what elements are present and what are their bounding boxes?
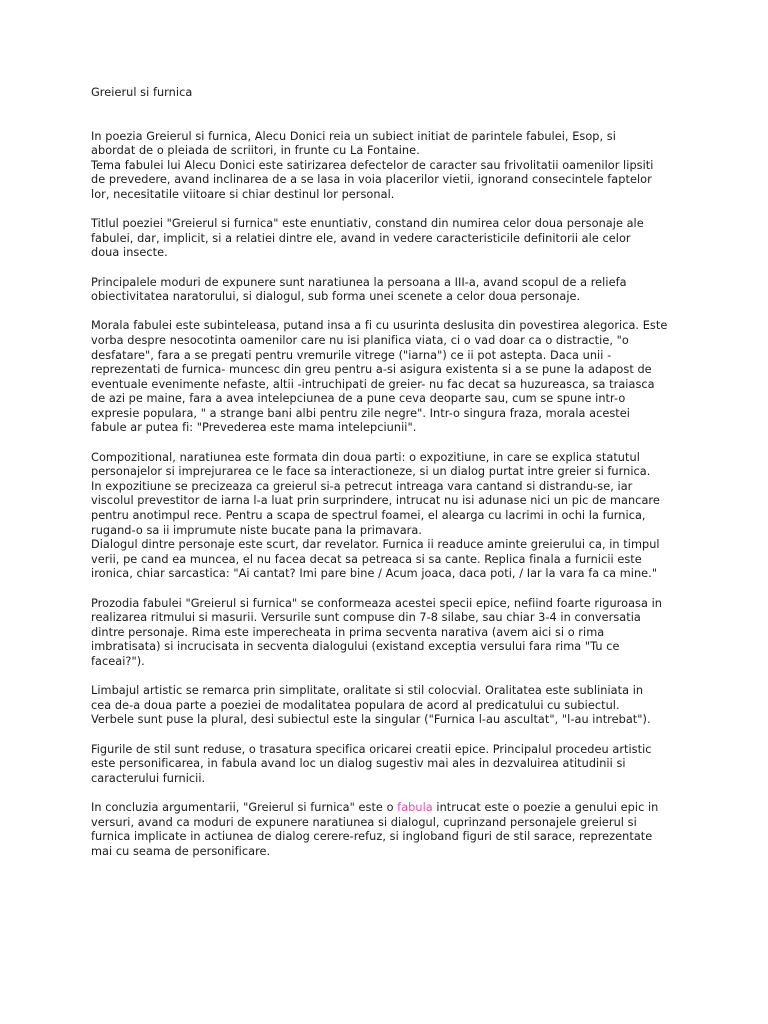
conclusion-line: furnica implicate in actiunea de dialog cerere-refuz, si ingloband figuri de stil sarace, reprezentate [91, 830, 653, 844]
document-body [91, 86, 679, 874]
paragraph-line: lor, necesitatile viitoare si chiar destinul lor personal. [91, 187, 395, 201]
paragraph-list [91, 130, 679, 787]
paragraph-line: personajelor si imprejurarea ce le face sa interactioneze, si un dialog purtat intre greier si furnica. [91, 465, 651, 479]
paragraph-line: doua insecte. [91, 246, 168, 260]
paragraph-line: In expozitiune se precizeaza ca greierul si-a petrecut intreaga vara cantand si distrandu-se, iar [91, 479, 633, 493]
paragraph-line: dintre personaje. Rima este imperecheata in prima secventa narativa (avem aici si o rima [91, 625, 605, 639]
paragraph-line: vorba despre nesocotinta oamenilor care nu isi planifica viata, ci o vad doar ca o distractie, "o [91, 333, 629, 347]
body-paragraph [91, 743, 679, 787]
body-paragraph [91, 217, 679, 261]
paragraph-line: Verbele sunt puse la plural, desi subiectul este la singular ("Furnica l-au ascultat", "l-au intrebat"). [91, 713, 651, 727]
paragraph-line: expresie populara, " a strange bani albi pentru zile negre". Intr-o singura fraza, morala acestei [91, 406, 630, 420]
paragraph-line: rugand-o sa ii imprumute niste bucate pana la primavara. [91, 523, 422, 537]
conclusion-text-before-link: In concluzia argumentarii, "Greierul si furnica" este o [91, 800, 398, 814]
paragraph-line: cea de-a doua parte a poeziei de modalitatea populara de acord al predicatului cu subiectul. [91, 698, 620, 712]
paragraph-line: In poezia Greierul si furnica, Alecu Donici reia un subiect initiat de parintele fabulei, Esop, si [91, 129, 616, 143]
fabula-link[interactable]: fabula [397, 800, 433, 814]
paragraph-line: Figurile de stil sunt reduse, o trasatura specifica oricarei creatii epice. Principalul procedeu artistic [91, 742, 652, 756]
paragraph-line: Limbajul artistic se remarca prin simplitate, oralitate si stil colocvial. Oralitatea este subliniata in [91, 684, 644, 698]
paragraph-line: Principalele moduri de expunere sunt naratiunea la persoana a III-a, avand scopul de a reliefa [91, 275, 627, 289]
paragraph-line: este personificarea, in fabula avand loc un dialog sugestiv mai ales in dezvaluirea atitudinii si [91, 757, 626, 771]
paragraph-line: imbratisata) si incrucisata in secventa dialogului (existand exceptia versului fara rima "Tu ce [91, 640, 620, 654]
conclusion-line [91, 801, 679, 816]
body-paragraph [91, 597, 679, 670]
paragraph-line: reprezentati de furnica- muncesc din greu pentru a-si asigura existenta si a se pune la adapost de [91, 363, 652, 377]
paragraph-line: Compozitional, naratiunea este formata din doua parti: o expozitiune, in care se explica statutul [91, 450, 640, 464]
paragraph-line: fabulei, dar, implicit, si a relatiei dintre ele, avand in vedere caracteristicile definitorii ale celor [91, 231, 631, 245]
body-paragraph [91, 319, 679, 436]
paragraph-line: faceai?"). [91, 654, 145, 668]
body-paragraph [91, 684, 679, 728]
paragraph-line: de azi pe maine, fara a avea intelepciunea de a pune ceva deoparte sau, cum se spune intr-o [91, 392, 626, 406]
conclusion-paragraph [91, 801, 679, 859]
paragraph-line: Tema fabulei lui Alecu Donici este satirizarea defectelor de caracter sau frivolitatii oamenilor lipsiti [91, 158, 654, 172]
paragraph-line: verii, pe cand ea muncea, el nu facea decat sa petreaca si sa cante. Replica finala a furnicii este [91, 552, 642, 566]
body-paragraph [91, 451, 679, 582]
paragraph-line: abordat de o pleiada de scriitori, in frunte cu La Fontaine. [91, 144, 420, 158]
paragraph-line: Titlul poeziei "Greierul si furnica" este enuntiativ, constand din numirea celor doua personaje ale [91, 217, 644, 231]
paragraph-line: Dialogul dintre personaje este scurt, dar revelator. Furnica ii readuce aminte greierului ca, in timpul [91, 538, 660, 552]
paragraph-line: Prozodia fabulei "Greierul si furnica" se conformeaza acestei specii epice, nefiind foarte riguroasa in [91, 596, 663, 610]
paragraph-line: pentru anotimpul rece. Pentru a scapa de spectrul foamei, el alearga cu lacrimi in ochi la furnica, [91, 509, 646, 523]
body-paragraph [91, 130, 679, 203]
conclusion-line: mai cu seama de personificare. [91, 844, 271, 858]
paragraph-line: desfatare", fara a se pregati pentru vremurile vitrege ("iarna") ce ii pot astepta. Daca unii - [91, 348, 612, 362]
paragraph-line: de prevedere, avand inclinarea de a se lasa in voia placerilor vietii, ignorand consecintele faptelor [91, 173, 652, 187]
paragraph-line: realizarea ritmului si masurii. Versurile sunt compuse din 7-8 silabe, sau chiar 3-4 in conversatia [91, 611, 641, 625]
paragraph-line: fabule ar putea fi: "Prevederea este mama intelepciunii". [91, 421, 417, 435]
paragraph-line: eventuale evenimente nefaste, altii -intruchipati de greier- nu fac decat sa huzureasca, sa traiasca [91, 377, 655, 391]
conclusion-line: versuri, avand ca moduri de expunere naratiunea si dialogul, cuprinzand personajele greierul si [91, 815, 637, 829]
paragraph-line: caracterului furnicii. [91, 771, 206, 785]
paragraph-line: obiectivitatea naratorului, si dialogul, sub forma unei scenete a celor doua personaje. [91, 290, 581, 304]
paragraph-line: ironica, chiar sarcastica: "Ai cantat? Imi pare bine / Acum joaca, daca poti, / Iar la vara fa ca mine." [91, 567, 658, 581]
body-paragraph [91, 276, 679, 305]
conclusion-text-after-link: intrucat este o poezie a genului epic in [432, 800, 659, 814]
document-title: Greierul si furnica [91, 86, 193, 99]
paragraph-line: Morala fabulei este subinteleasa, putand insa a fi cu usurinta deslusita din povestirea alegorica. Este [91, 319, 668, 333]
paragraph-line: viscolul prevestitor de iarna l-a luat prin surprindere, intrucat nu isi adunase nici un pic de mancare [91, 494, 660, 508]
